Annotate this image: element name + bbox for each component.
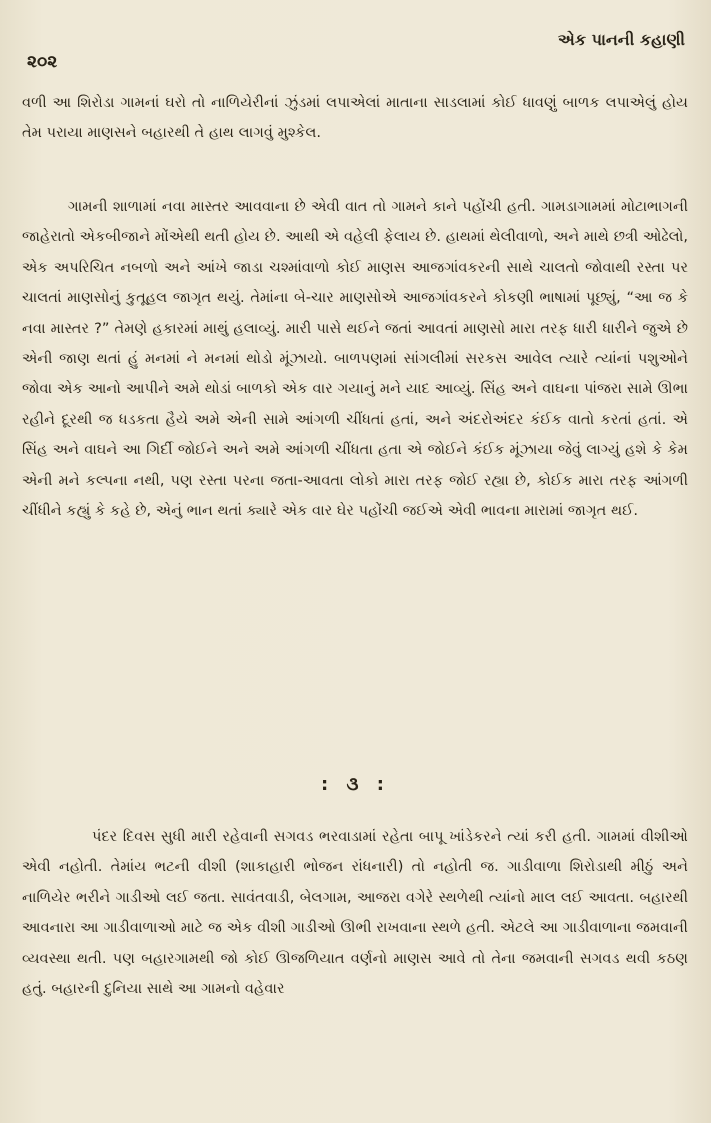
section-marker: : ૩ : bbox=[321, 774, 390, 795]
running-head-title: એક પાનની કહાણી bbox=[557, 30, 685, 49]
paragraph-3: પંદર દિવસ સુધી મારી રહેવાની સગવડ ભરવાડામાં રહેતા બાપૂ ખાંડેકરને ત્યાં કરી હતી. ગામમાં વીશીઓ એવી નહોતી. તેમાંય ભટની વીશી (શાકાહારી ભોજન રાંધનારી) તો નહોતી જ. ગાડીવાળા શિરોડાથી મીઠું અને નાળિયેર ભરીને ગાડીઓ લઈ જતા. સાવંતવાડી, બેલગામ, આજરા વગેરે સ્થળેથી ત્યાંનો માલ લઈ આવતા. બહારથી આવનારા આ ગાડીવાળાઓ માટે જ એક વીશી ગાડીઓ ઊભી રાખવાના સ્થળે હતી. એટલે આ ગાડીવાળાના જમવાની વ્યવસ્થા થતી. પણ બહારગામથી જો કોઈ ઊજળિયાત વર્ણનો માણસ આવે તો તેના જમવાની સગવડ થવી કઠણ હતું. બહારની દુનિયા સાથે આ ગામનો વહેવાર bbox=[22, 828, 688, 998]
paragraph-1: વળી આ શિરોડા ગામનાં ઘરો તો નાળિયેરીનાં ઝુંડમાં લપાએલાં માતાના સાડલામાં કોઈ ધાવણું બાળક લપાએલું હોય તેમ પરાયા માણસને બહારથી તે હાથ લાગવું મુશ્કેલ. bbox=[22, 94, 688, 142]
page-number: ૨૦૨ bbox=[27, 52, 58, 72]
paragraph-2: ગામની શાળામાં નવા માસ્તર આવવાના છે એવી વાત તો ગામને કાને પહોંચી હતી. ગામડાગામમાં મોટાભાગની જાહેરાતો એકબીજાને મોંએથી થતી હોય છે. આથી એ વહેલી ફેલાય છે. હાથમાં થેલીવાળો, અને માથે છત્રી ઓઢેલો, એક અપરિચિત નબળો અને આંખે જાડા ચશ્માંવાળો કોઈ માણસ આજગાંવકરની સાથે ચાલતો જોવાથી રસ્તા પર ચાલતાં માણસોનું કુતૂહલ જાગૃત થયું. તેમાંના બે-ચાર માણસોએ આજગાંવકરને કોકણી ભાષામાં પૂછ્યું, “આ જ કે નવા માસ્તર ?” તેમણે હકારમાં માથું હલાવ્યું. મારી પાસે થઈને જતાં આવતાં માણસો મારા તરફ ધારી ધારીને જુએ છે એની જાણ થતાં હું મનમાં ને મનમાં થોડો મૂંઝાયો. બાળપણમાં સાંગલીમાં સરકસ આવેલ ત્યારે ત્યાંનાં પશુઓને જોવા એક આનો આપીને અમે થોડાં બાળકો એક વાર ગયાનું મને યાદ આવ્યું. સિંહ અને વાઘના પાંજરા સામે ઊભા રહીને દૂરથી જ ધડકતા હૈયે અમે એની સામે આંગળી ચીંધતાં હતાં, અને અંદરોઅંદર કંઈક વાતો કરતાં હતાં. એ સિંહ અને વાઘને આ ગિર્દી જોઈને અને અમે આંગળી ચીંધતા હતા એ જોઈને કંઈક મૂંઝાયા જેવું લાગ્યું હશે કે કેમ એની મને કલ્પના નથી, પણ રસ્તા પરના જતા-આવતા લોકો મારા તરફ જોઈ રહ્યા છે, કોઈક મારા તરફ આંગળી ચીંધીને કહ્યું કે કહે છે, એનું ભાન થતાં ક્યારે એક વાર ઘેર પહોંચી જઈએ એવી ભાવના મારામાં જાગૃત થઈ. bbox=[22, 198, 688, 520]
